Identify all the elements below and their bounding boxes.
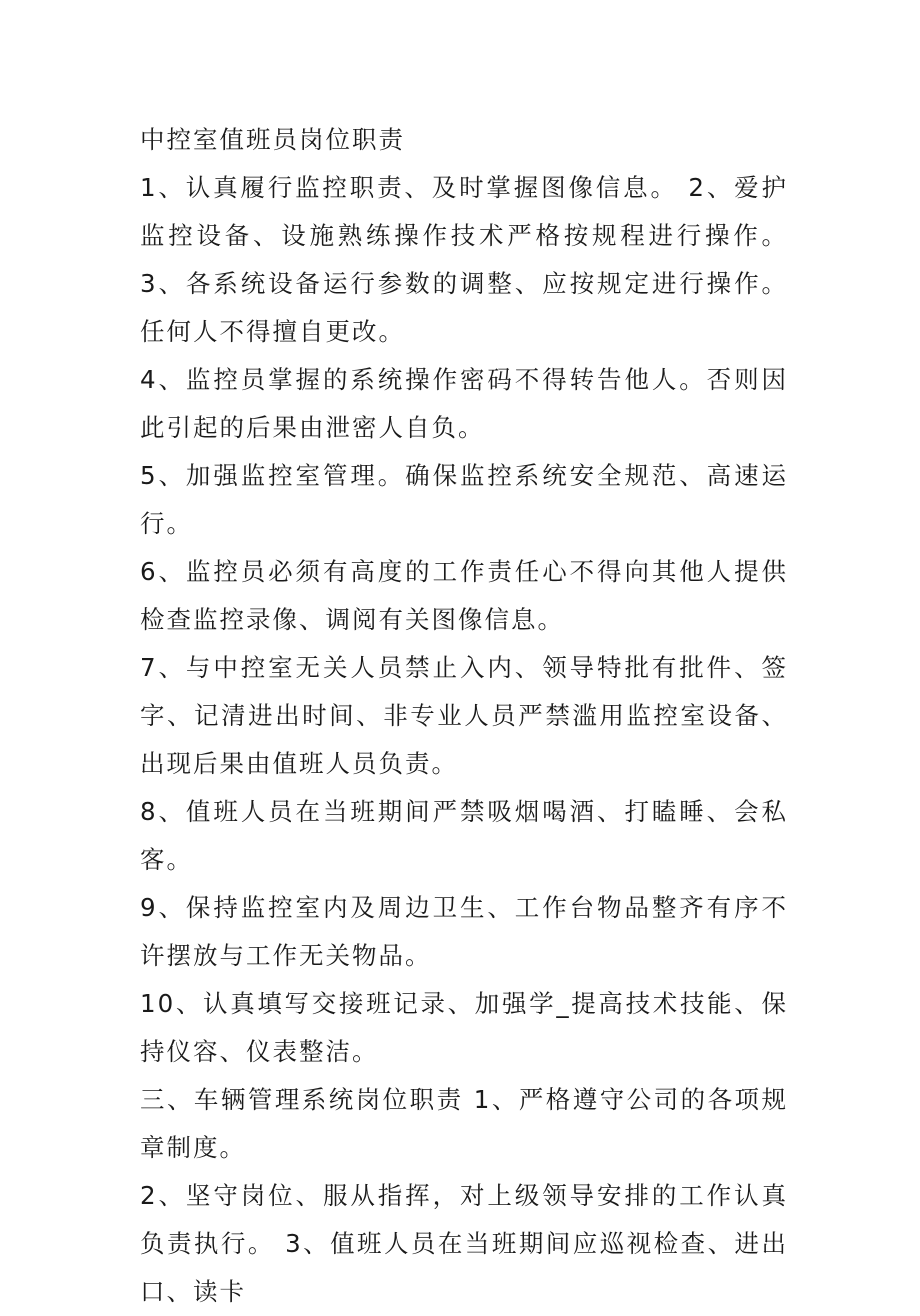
- document-title: 中控室值班员岗位职责: [140, 125, 405, 154]
- paragraph-4: 4、监控员掌握的系统操作密码不得转告他人。否则因此引起的后果由泄密人自负。: [140, 365, 788, 442]
- paragraph-section-three: 三、车辆管理系统岗位职责 1、严格遵守公司的各项规章制度。: [140, 1085, 788, 1162]
- paragraph-9: 9、保持监控室内及周边卫生、工作台物品整齐有序不许摆放与工作无关物品。: [140, 893, 788, 970]
- paragraph-10: 10、认真填写交接班记录、加强学_提高技术技能、保持仪容、仪表整洁。: [140, 989, 788, 1066]
- paragraph-section-three-2: 2、坚守岗位、服从指挥，对上级领导安排的工作认真负责执行。 3、值班人员在当班期间应巡视检查、进出口、读卡: [140, 1181, 788, 1306]
- paragraph-7: 7、与中控室无关人员禁止入内、领导特批有批件、签字、记清进出时间、非专业人员严禁滥用监控室设备、出现后果由值班人员负责。: [140, 653, 788, 778]
- paragraph-1: 1、认真履行监控职责、及时掌握图像信息。 2、爱护监控设备、设施熟练操作技术严格按规程进行操作。 3、各系统设备运行参数的调整、应按规定进行操作。任何人不得擅自更改。: [140, 173, 788, 346]
- paragraph-8: 8、值班人员在当班期间严禁吸烟喝酒、打瞌睡、会私客。: [140, 797, 788, 874]
- document-body: [140, 116, 788, 1316]
- paragraph-6: 6、监控员必须有高度的工作责任心不得向其他人提供检查监控录像、调阅有关图像信息。: [140, 557, 788, 634]
- paragraph-5: 5、加强监控室管理。确保监控系统安全规范、高速运行。: [140, 461, 788, 538]
